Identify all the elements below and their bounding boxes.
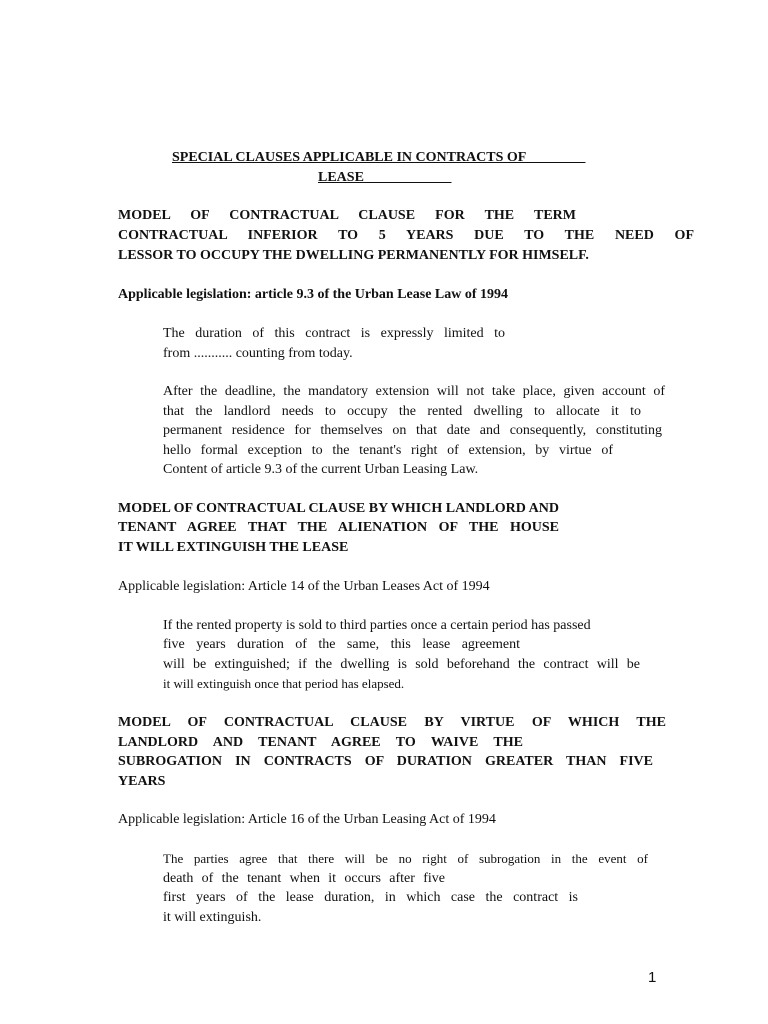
section-3-heading-line-4: YEARS — [118, 774, 166, 789]
section-3-heading-line-2: LANDLORD AND TENANT AGREE TO WAIVE THE — [118, 735, 523, 750]
section-1-heading-line-1: MODEL OF CONTRACTUAL CLAUSE FOR THE TERM — [118, 208, 576, 223]
document-title-line-2: LEASE ____________ — [318, 170, 452, 185]
section-3-para-1-line-3: first years of the lease duration, in which case the contract is — [163, 890, 578, 905]
section-1-para-2-line-2: that the landlord needs to occupy the rented dwelling to allocate it to — [163, 404, 641, 419]
section-2-legislation: Applicable legislation: Article 14 of the Urban Leases Act of 1994 — [118, 579, 490, 594]
section-2-para-1-line-2: five years duration of the same, this lease agreement — [163, 637, 520, 652]
section-2-para-1-line-3: will be extinguished; if the dwelling is sold beforehand the contract will be — [163, 657, 640, 672]
section-3-para-1-line-2: death of the tenant when it occurs after five — [163, 871, 445, 886]
section-1-para-2-line-4: hello formal exception to the tenant's right of extension, by virtue of — [163, 443, 613, 458]
section-1-para-1-line-2: from ........... counting from today. — [163, 346, 353, 361]
section-1-legislation: Applicable legislation: article 9.3 of the Urban Lease Law of 1994 — [118, 287, 509, 302]
section-3-para-1-line-4: it will extinguish. — [163, 910, 262, 925]
section-1-para-1-line-1: The duration of this contract is expressly limited to — [163, 326, 505, 341]
section-2-heading-line-1: MODEL OF CONTRACTUAL CLAUSE BY WHICH LANDLORD AND — [118, 501, 559, 516]
section-3-para-1-line-1: The parties agree that there will be no right of subrogation in the event of — [163, 851, 648, 866]
section-1-para-2-line-3: permanent residence for themselves on that date and consequently, constituting — [163, 423, 662, 438]
section-2-para-1-line-1: If the rented property is sold to third parties once a certain period has passed — [163, 618, 591, 633]
section-1-heading-line-2: CONTRACTUAL INFERIOR TO 5 YEARS DUE TO THE NEED OF — [118, 228, 694, 243]
section-3-legislation: Applicable legislation: Article 16 of the Urban Leasing Act of 1994 — [118, 812, 496, 827]
section-2-heading-line-3: IT WILL EXTINGUISH THE LEASE — [118, 540, 349, 555]
section-2-para-1-line-4: it will extinguish once that period has elapsed. — [163, 676, 405, 691]
section-1-heading-line-3: LESSOR TO OCCUPY THE DWELLING PERMANENTLY FOR HIMSELF. — [118, 248, 589, 263]
section-1-para-2-line-1: After the deadline, the mandatory extension will not take place, given account of — [163, 384, 665, 399]
section-2-heading-line-2: TENANT AGREE THAT THE ALIENATION OF THE HOUSE — [118, 520, 559, 535]
section-3-heading-line-1: MODEL OF CONTRACTUAL CLAUSE BY VIRTUE OF WHICH THE — [118, 715, 666, 730]
page-number: 1 — [648, 969, 657, 986]
document-title-line-1: SPECIAL CLAUSES APPLICABLE IN CONTRACTS OF ________ — [172, 150, 586, 165]
section-1-para-2-line-5: Content of article 9.3 of the current Urban Leasing Law. — [163, 462, 479, 477]
section-3-heading-line-3: SUBROGATION IN CONTRACTS OF DURATION GREATER THAN FIVE — [118, 754, 653, 769]
